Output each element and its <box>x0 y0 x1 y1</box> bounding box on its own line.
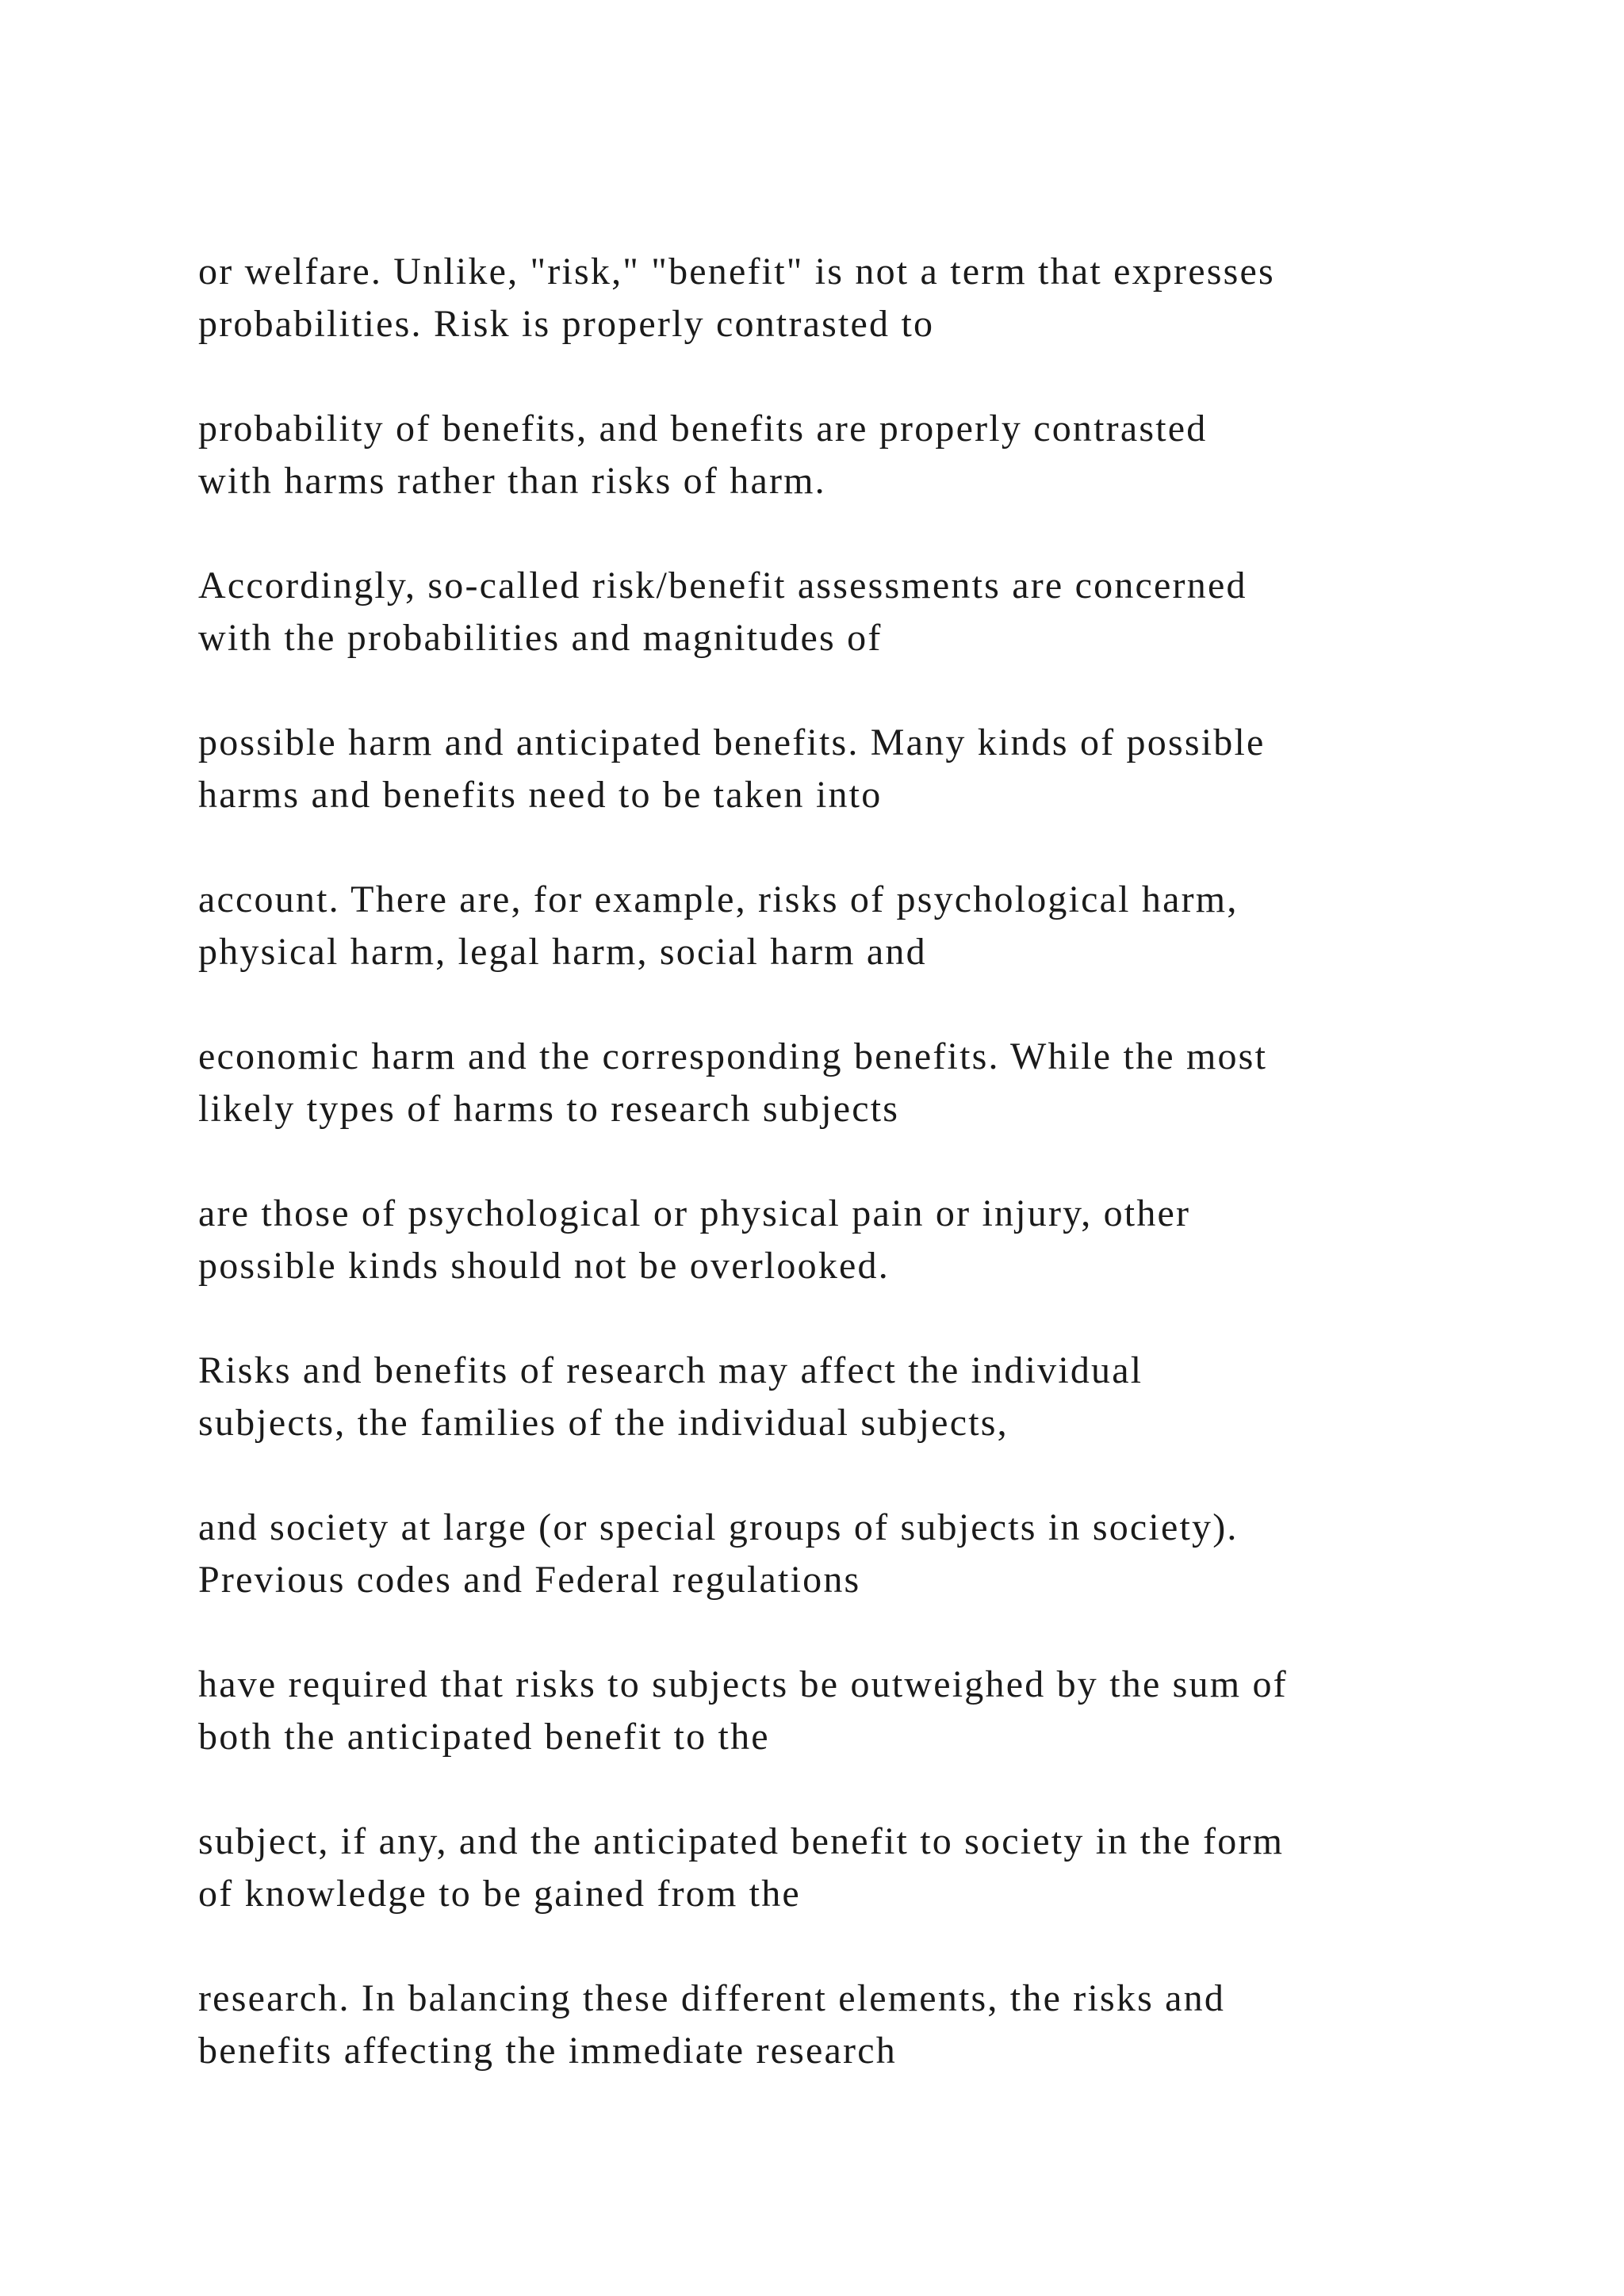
text-line: subject, if any, and the anticipated benefit to society in the form <box>198 1820 1285 1862</box>
text-line: economic harm and the corresponding benefits. While the most <box>198 1035 1268 1077</box>
text-line: Accordingly, so-called risk/benefit assessments are concerned <box>198 564 1247 607</box>
text-line: with harms rather than risks of harm. <box>198 460 826 502</box>
paragraph <box>198 1188 1507 1292</box>
text-line: probability of benefits, and benefits are properly contrasted <box>198 408 1208 450</box>
paragraph <box>198 246 1507 350</box>
text-line: with the probabilities and magnitudes of <box>198 617 883 659</box>
text-line: Previous codes and Federal regulations <box>198 1559 861 1601</box>
paragraph <box>198 1031 1507 1135</box>
text-line: research. In balancing these different elements, the risks and <box>198 1977 1226 2019</box>
text-line: account. There are, for example, risks of psychological harm, <box>198 878 1239 920</box>
text-line: and society at large (or special groups of subjects in society). <box>198 1506 1239 1548</box>
text-line: probabilities. Risk is properly contrasted to <box>198 303 935 345</box>
text-line: harms and benefits need to be taken into <box>198 774 883 816</box>
text-line: possible harm and anticipated benefits. Many kinds of possible <box>198 721 1266 763</box>
body-text <box>198 246 1507 2130</box>
text-line: of knowledge to be gained from the <box>198 1873 801 1915</box>
text-line: have required that risks to subjects be outweighed by the sum of <box>198 1663 1288 1705</box>
paragraph <box>198 1502 1507 1606</box>
paragraph <box>198 1973 1507 2077</box>
text-line: likely types of harms to research subjects <box>198 1088 900 1130</box>
text-line: subjects, the families of the individual subjects, <box>198 1402 1009 1444</box>
paragraph <box>198 1659 1507 1763</box>
paragraph <box>198 403 1507 507</box>
text-line: are those of psychological or physical pain or injury, other <box>198 1192 1191 1234</box>
text-line: benefits affecting the immediate research <box>198 2030 897 2072</box>
text-line: physical harm, legal harm, social harm and <box>198 931 927 973</box>
paragraph <box>198 1816 1507 1920</box>
text-line: possible kinds should not be overlooked. <box>198 1245 890 1287</box>
paragraph <box>198 874 1507 978</box>
text-line: Risks and benefits of research may affect the individual <box>198 1349 1143 1391</box>
paragraph <box>198 560 1507 664</box>
text-line: both the anticipated benefit to the <box>198 1716 770 1758</box>
paragraph <box>198 717 1507 821</box>
paragraph <box>198 1345 1507 1449</box>
text-line: or welfare. Unlike, "risk," "benefit" is not a term that expresses <box>198 251 1275 293</box>
